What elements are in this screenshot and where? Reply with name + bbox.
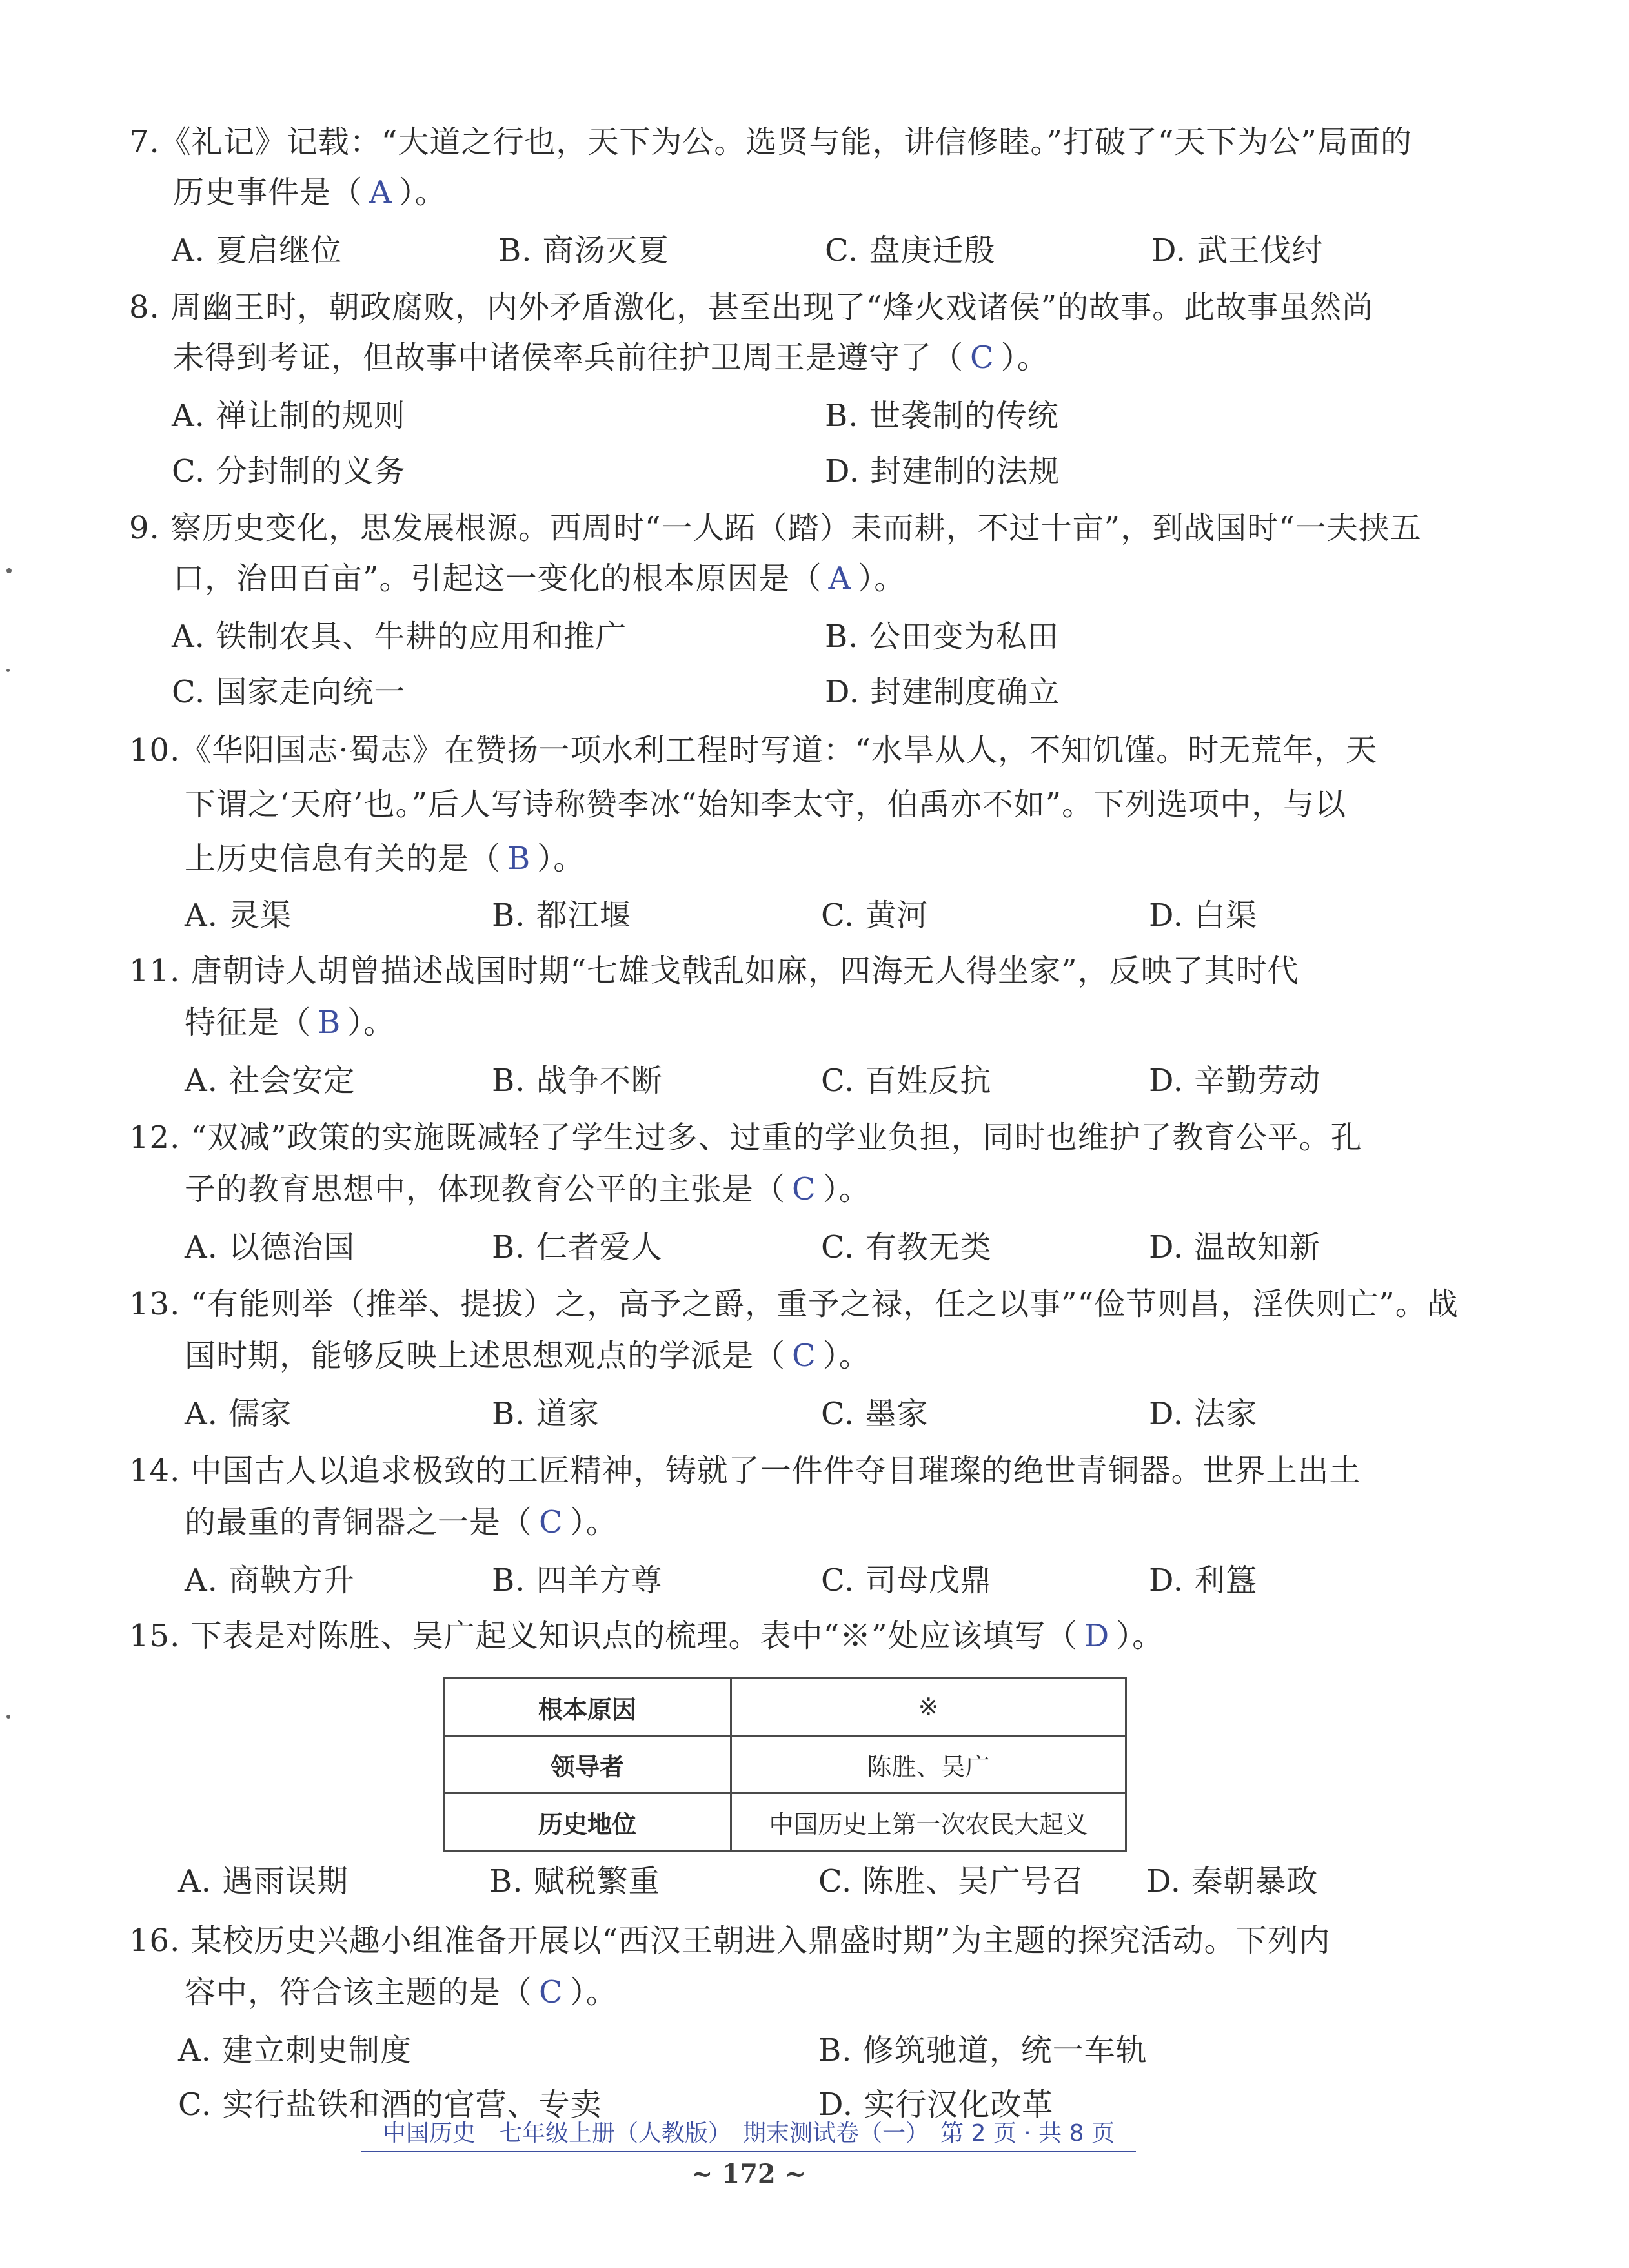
option-d: D. 利簋	[1149, 1562, 1258, 1599]
option-b: B. 四羊方尊	[492, 1562, 663, 1599]
option-a: A. 商鞅方升	[185, 1562, 356, 1599]
option-c: C. 实行盐铁和酒的官营、专卖	[178, 2087, 602, 2123]
option-a: A. 以德治国	[185, 1229, 356, 1265]
question-line: 14. 中国古人以追求极致的工匠精神，铸就了一件件夺目璀璨的绝世青铜器。世界上出土	[129, 1453, 1361, 1489]
option-d: D. 实行汉化改革	[818, 2087, 1054, 2123]
option-a: A. 儒家	[185, 1396, 292, 1432]
scan-mark	[6, 669, 10, 672]
answer: A	[828, 560, 852, 597]
option-b: B. 商汤灭夏	[498, 232, 669, 269]
table-cell: 中国历史上第一次农民大起义	[731, 1793, 1126, 1851]
table-header-cell: 根本原因	[444, 1679, 731, 1736]
option-a: A. 灵渠	[185, 897, 292, 934]
option-a: A. 夏启继位	[172, 232, 343, 269]
table-row	[444, 1679, 1126, 1736]
option-d: D. 温故知新	[1149, 1229, 1321, 1265]
question-line: 7.《礼记》记载：“大道之行也，天下为公。选贤与能，讲信修睦。”打破了“天下为公”局面的	[129, 124, 1412, 160]
question-line: 未得到考证，但故事中诸侯率兵前往护卫周王是遵守了（ C ）。	[173, 340, 1049, 376]
option-c: C. 分封制的义务	[172, 453, 406, 489]
question-line: 10.《华阳国志·蜀志》在赞扬一项水利工程时写道：“水旱从人，不知饥馑。时无荒年，天	[129, 732, 1378, 768]
answer: C	[792, 1338, 816, 1374]
table-row	[444, 1793, 1126, 1851]
question-line: 15. 下表是对陈胜、吴广起义知识点的梳理。表中“※”处应该填写（ D ）。	[129, 1618, 1164, 1654]
option-b: B. 世袭制的传统	[825, 398, 1059, 434]
option-a: A. 禅让制的规则	[172, 398, 406, 434]
question-line: 下谓之‘天府’也。”后人写诗称赞李冰“始知李太守，伯禹亦不如”。下列选项中，与以	[185, 786, 1347, 822]
option-b: B. 公田变为私田	[825, 618, 1059, 655]
option-c: C. 盘庚迁殷	[825, 232, 996, 269]
option-d: D. 武王伐纣	[1151, 232, 1324, 269]
question-line: 12. “双减”政策的实施既减轻了学生过多、过重的学业负担，同时也维护了教育公平。孔	[129, 1119, 1362, 1156]
answer: C	[539, 1504, 563, 1540]
option-c: C. 墨家	[821, 1396, 929, 1432]
question-line: 历史事件是（ A ）。	[173, 174, 447, 210]
option-b: B. 道家	[492, 1396, 600, 1432]
option-d: D. 秦朝暴政	[1146, 1863, 1319, 1899]
answer: C	[792, 1171, 816, 1207]
table-cell: ※	[731, 1679, 1126, 1736]
option-c: C. 百姓反抗	[821, 1063, 992, 1099]
option-c: C. 有教无类	[821, 1229, 992, 1265]
table-header-cell: 领导者	[444, 1736, 731, 1793]
question-line: 特征是（ B ）。	[185, 1005, 396, 1041]
option-a: A. 建立刺史制度	[178, 2032, 412, 2069]
option-d: D. 法家	[1149, 1396, 1258, 1432]
question-line: 8. 周幽王时，朝政腐败，内外矛盾激化，甚至出现了“烽火戏诸侯”的故事。此故事虽然尚	[129, 289, 1374, 325]
option-b: B. 仁者爱人	[492, 1229, 663, 1265]
option-c: C. 黄河	[821, 897, 929, 934]
page-number: ~ 172 ~	[691, 2159, 807, 2189]
option-c: C. 司母戊鼎	[821, 1562, 992, 1599]
table-row	[444, 1736, 1126, 1793]
question-line: 11. 唐朝诗人胡曾描述战国时期“七雄戈戟乱如麻，四海无人得坐家”，反映了其时代	[129, 953, 1299, 989]
question-line: 13. “有能则举（推举、提拔）之，高予之爵，重予之禄，任之以事”“俭节则昌，淫佚则亡”。战	[129, 1286, 1459, 1322]
answer: B	[318, 1005, 341, 1041]
question-line: 子的教育思想中，体现教育公平的主张是（ C ）。	[185, 1171, 871, 1207]
question-line: 容中，符合该主题的是（ C ）。	[185, 1974, 618, 2010]
question-line: 国时期，能够反映上述思想观点的学派是（ C ）。	[185, 1338, 871, 1374]
answer: C	[539, 1974, 563, 2010]
option-a: A. 铁制农具、牛耕的应用和推广	[172, 618, 627, 655]
question-line: 上历史信息有关的是（ B ）。	[185, 841, 585, 877]
question-line: 16. 某校历史兴趣小组准备开展以“西汉王朝进入鼎盛时期”为主题的探究活动。下列内	[129, 1923, 1331, 1959]
option-b: B. 都江堰	[492, 897, 631, 934]
option-b: B. 赋税繁重	[489, 1863, 660, 1899]
option-a: A. 社会安定	[185, 1063, 356, 1099]
answer: B	[507, 841, 531, 877]
answer: D	[1084, 1618, 1110, 1654]
answer: C	[970, 340, 995, 376]
option-c: C. 陈胜、吴广号召	[818, 1863, 1084, 1899]
uprising-table	[443, 1677, 1127, 1852]
page-footer: 中国历史 七年级上册（人教版） 期末测试卷（一） 第 2 页 · 共 8 页	[361, 2115, 1136, 2152]
question-line: 的最重的青铜器之一是（ C ）。	[185, 1504, 618, 1540]
option-b: B. 修筑驰道，统一车轨	[818, 2032, 1148, 2069]
option-d: D. 白渠	[1149, 897, 1258, 934]
scan-mark	[6, 1715, 10, 1719]
option-a: A. 遇雨误期	[178, 1863, 349, 1899]
option-d: D. 封建制的法规	[825, 453, 1060, 489]
option-d: D. 辛勤劳动	[1149, 1063, 1321, 1099]
option-b: B. 战争不断	[492, 1063, 663, 1099]
question-line: 9. 察历史变化，思发展根源。西周时“一人跖（踏）耒而耕，不过十亩”，到战国时“一夫挟五	[129, 510, 1422, 546]
table-header-cell: 历史地位	[444, 1793, 731, 1851]
option-c: C. 国家走向统一	[172, 674, 406, 710]
table-cell: 陈胜、吴广	[731, 1736, 1126, 1793]
scan-mark	[6, 568, 12, 573]
option-d: D. 封建制度确立	[825, 674, 1060, 710]
answer: A	[369, 174, 392, 210]
question-line: 口，治田百亩”。引起这一变化的根本原因是（ A ）。	[173, 560, 906, 597]
